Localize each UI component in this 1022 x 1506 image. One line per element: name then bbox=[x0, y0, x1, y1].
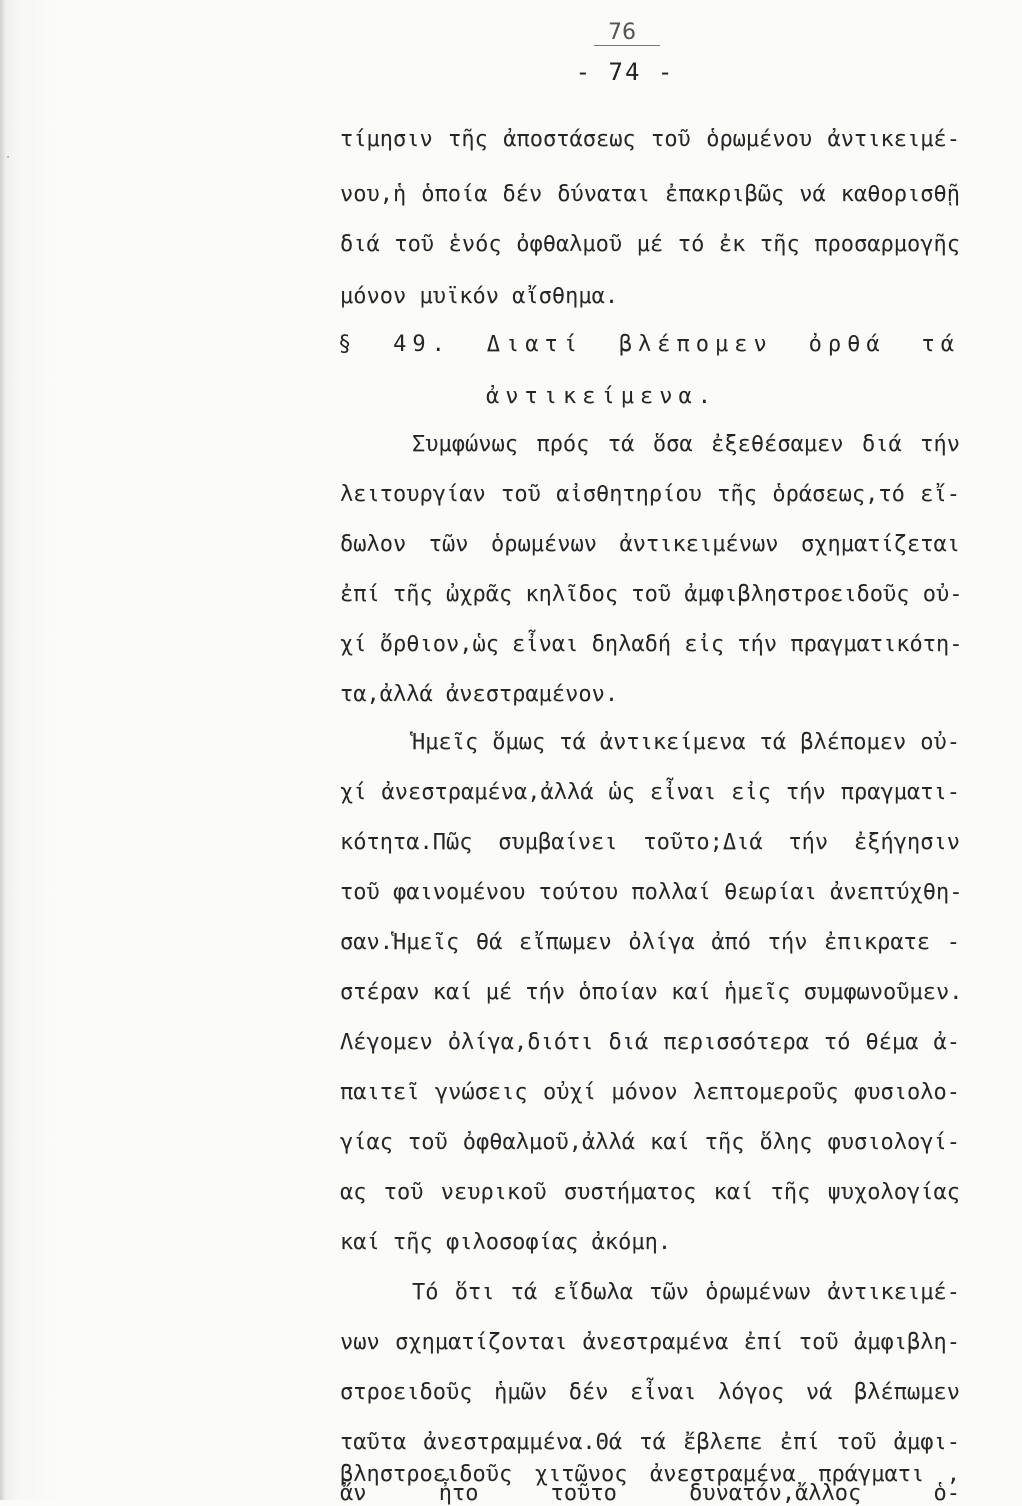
text-line: νων σχηματίζονται ἀνεστραμένα ἐπί τοῦ ἀμφιβλη- bbox=[340, 1330, 960, 1355]
text-line: τα,ἀλλά ἀνεστραμένον. bbox=[340, 682, 619, 707]
text-line: ἐπί τῆς ὠχρᾶς κηλῖδος τοῦ ἀμφιβληστροειδοῦς οὐ- bbox=[340, 582, 963, 607]
folio-rule bbox=[594, 45, 660, 46]
text-line: παιτεῖ γνώσεις οὐχί μόνον λεπτομεροῦς φυσιολο- bbox=[340, 1080, 960, 1105]
text-line: Λέγομεν ὀλίγα,διότι διά περισσότερα τό θέμα ἀ- bbox=[340, 1030, 960, 1055]
text-line: στέραν καί μέ τήν ὁποίαν καί ἡμεῖς συμφωνοῦμεν. bbox=[340, 980, 963, 1005]
text-line: λειτουργίαν τοῦ αἰσθητηρίου τῆς ὁράσεως,τό εἴ- bbox=[340, 482, 960, 507]
text-line: κότητα.Πῶς συμβαίνει τοῦτο;Διά τήν ἐξήγησιν bbox=[340, 830, 960, 855]
text-line: σαν.Ἡμεῖς θά εἴπωμεν ὀλίγα ἀπό τήν ἐπικρατε - bbox=[340, 930, 960, 955]
folio-number: 76 bbox=[608, 20, 636, 45]
text-line: δωλον τῶν ὁρωμένων ἀντικειμένων σχηματίζεται bbox=[340, 532, 960, 557]
text-line: τοῦ φαινομένου τούτου πολλαί θεωρίαι ἀνεπτύχθη- bbox=[340, 880, 963, 905]
text-line: ας τοῦ νευρικοῦ συστήματος καί τῆς ψυχολογίας bbox=[340, 1180, 960, 1205]
text-line: χί ἀνεστραμένα,ἀλλά ὡς εἶναι εἰς τήν πραγματι- bbox=[340, 780, 960, 805]
text-line: τίμησιν τῆς ἀποστάσεως τοῦ ὁρωμένου ἀντικειμέ- bbox=[340, 127, 960, 152]
margin-mark: ᐧ bbox=[6, 150, 10, 166]
paragraph-first-line: Τό ὅτι τά εἴδωλα τῶν ὁρωμένων ἀντικειμέ- bbox=[412, 1280, 960, 1305]
text-line: διά τοῦ ἑνός ὀφθαλμοῦ μέ τό ἐκ τῆς προσαρμογῆς bbox=[340, 232, 960, 257]
text-line: χί ὄρθιον,ὡς εἶναι δηλαδή εἰς τήν πραγματικότη- bbox=[340, 632, 963, 657]
paragraph-first-line: Ἡμεῖς ὅμως τά ἀντικείμενα τά βλέπομεν οὐ- bbox=[412, 730, 960, 755]
text-line: νου,ἡ ὁποία δέν δύναται ἐπακριβῶς νά καθορισθῇ bbox=[340, 182, 960, 207]
text-line: καί τῆς φιλοσοφίας ἀκόμη. bbox=[340, 1230, 672, 1255]
text-line: στροειδοῦς ἡμῶν δέν εἶναι λόγος νά βλέπωμεν bbox=[340, 1380, 960, 1405]
text-line: μόνον μυϊκόν αἴσθημα. bbox=[340, 284, 619, 309]
text-line: γίας τοῦ ὀφθαλμοῦ,ἀλλά καί τῆς ὅλης φυσιολογί- bbox=[340, 1130, 960, 1155]
section-heading: § 49. Διατί βλέπομεν ὀρθά τά bbox=[338, 332, 960, 357]
text-line: ἄν ἦτο τοῦτο δυνατόν,ἄλλος ὁ- bbox=[340, 1481, 960, 1506]
section-heading-continued: ἀντικείμενα. bbox=[486, 384, 717, 409]
paragraph-first-line: Συμφώνως πρός τά ὅσα ἐξεθέσαμεν διά τήν bbox=[412, 432, 960, 457]
page-number: - 74 - bbox=[575, 58, 675, 86]
text-line: βληστροειδοῦς χιτῶνος ἀνεστραμένα πράγματι , bbox=[340, 1462, 960, 1487]
page-binding-edge bbox=[0, 0, 6, 1500]
text-line: ταῦτα ἀνεστραμμένα.Θά τά ἔβλεπε ἐπί τοῦ ἀμφι- bbox=[340, 1430, 960, 1455]
